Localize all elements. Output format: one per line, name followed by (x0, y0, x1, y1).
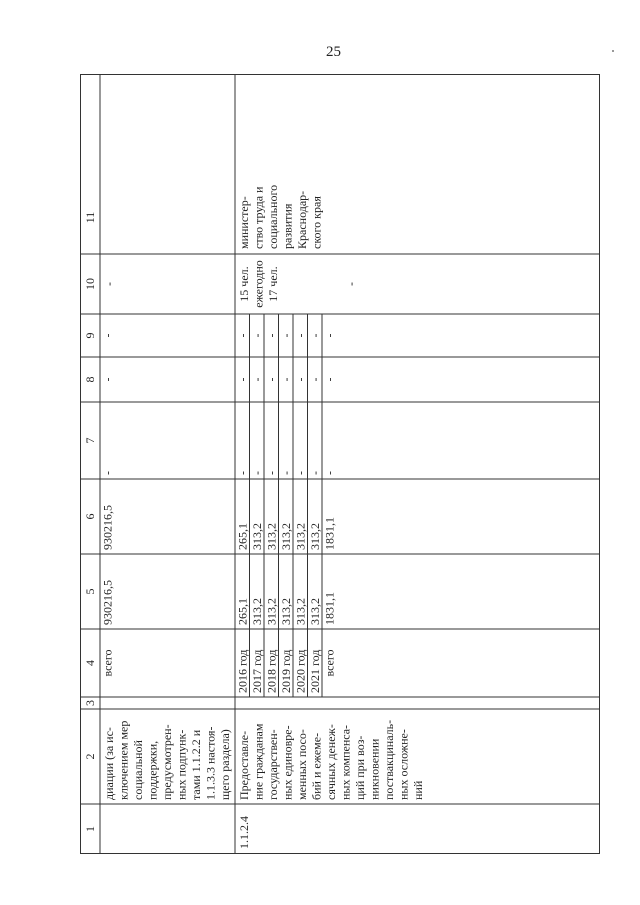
cell-col9: - (235, 333, 250, 338)
cell-col9: - (250, 333, 264, 338)
row-name-line: щего раздела) (218, 729, 232, 800)
cell-col5: 930216,5 (100, 580, 115, 625)
row-name-line: ние гражданам (251, 723, 266, 800)
column-number-5: 5 (83, 588, 97, 595)
row-name-line: поствакциналь- (382, 719, 396, 800)
cell-col9: - (279, 333, 293, 338)
page-number: 25 (326, 44, 341, 60)
cell-col10: ежегодно (251, 260, 266, 308)
row-name-line: менных посо- (295, 729, 309, 800)
cell-years: 2016 год (235, 649, 250, 693)
column-number-1: 1 (83, 826, 97, 832)
cell-col9: - (322, 333, 337, 338)
row-name-line: поддержки, (145, 740, 160, 800)
cell-col6: 930216,5 (100, 505, 115, 550)
cell-col5: 313,2 (308, 598, 322, 625)
cell-col8: - (235, 377, 250, 382)
cell-col6: 265,1 (235, 523, 250, 550)
column-number-11: 11 (83, 211, 97, 224)
row-name-line: ных подпунк- (174, 729, 189, 800)
cell-col11: ство труда и (251, 186, 266, 249)
cell-col8: - (250, 377, 264, 382)
column-number-9: 9 (83, 332, 97, 339)
column-number-6: 6 (83, 513, 97, 520)
row-name-line: предусмотрен- (160, 724, 174, 800)
column-number-4: 4 (83, 660, 97, 666)
cell-years: всего (322, 649, 337, 677)
cell-col6: 313,2 (264, 523, 279, 550)
cell-col6: 313,2 (279, 523, 293, 550)
cell-years: 2020 год (293, 649, 308, 693)
row-name-line: ных осложне- (396, 729, 411, 800)
cell-col7: - (293, 471, 308, 475)
cell-col11: ского края (309, 196, 324, 249)
row-name-line: ных единовре- (280, 725, 295, 800)
cell-years: 2021 год (308, 649, 322, 693)
rotated-table-area (80, 74, 600, 854)
cell-col6: 1831,1 (322, 517, 337, 550)
cell-col9: - (293, 333, 308, 338)
cell-col5: 313,2 (279, 598, 293, 625)
cell-col10: 17 чел. (266, 266, 280, 302)
column-number-7: 7 (83, 437, 97, 444)
row-name-line: ний (411, 780, 425, 800)
cell-years: всего (100, 649, 115, 677)
cell-col8: - (293, 377, 308, 382)
cell-col9: - (100, 333, 115, 338)
cell-col6: 313,2 (293, 523, 308, 550)
cell-col8: - (100, 377, 115, 382)
cell-col7: - (264, 471, 279, 475)
cell-col7: - (100, 471, 115, 475)
cell-col5: 313,2 (250, 598, 264, 625)
scan-speck (612, 50, 614, 52)
cell-col10: - (344, 282, 358, 286)
cell-col5: 313,2 (264, 598, 279, 625)
column-number-8: 8 (83, 376, 97, 383)
row-name-line: ключением мер (116, 720, 131, 800)
cell-col9: - (308, 333, 322, 338)
row-name-line: сячных денеж- (324, 724, 338, 800)
cell-col5: 265,1 (235, 598, 250, 625)
row-name-line: государствен- (266, 729, 280, 800)
cell-col9: - (264, 333, 279, 338)
row-name-line: социальной (131, 740, 145, 800)
cell-col8: - (279, 377, 293, 382)
row-name-line: никновении (367, 738, 382, 800)
cell-col8: - (264, 377, 279, 382)
cell-years: 2017 год (250, 649, 264, 693)
cell-col10: 15 чел. (237, 266, 251, 302)
cell-col7: - (322, 471, 337, 475)
cell-col10: - (102, 282, 116, 286)
cell-col7: - (250, 471, 264, 475)
cell-col8: - (308, 377, 322, 382)
cell-col6: 313,2 (308, 523, 322, 550)
cell-col8: - (322, 377, 337, 382)
cell-col11: социального (266, 184, 280, 249)
cell-col11: Краснодар- (295, 190, 309, 249)
cell-col5: 1831,1 (322, 592, 337, 625)
cell-col11: развития (280, 203, 295, 249)
row-name-line: бий и ежеме- (309, 732, 324, 800)
row-name-line: тами 1.1.2.2 и (189, 729, 203, 800)
row-name-line: Предоставле- (237, 730, 251, 800)
row-name-line: ных компенса- (338, 724, 353, 800)
column-number-10: 10 (83, 278, 97, 290)
cell-col7: - (279, 471, 293, 475)
cell-years: 2018 год (264, 649, 279, 693)
cell-col6: 313,2 (250, 523, 264, 550)
column-number-3: 3 (83, 700, 97, 706)
row-name-line: ций при воз- (353, 735, 367, 800)
cell-col5: 313,2 (293, 598, 308, 625)
row-number: 1.1.2.4 (237, 816, 251, 849)
cell-col11: министер- (237, 196, 251, 249)
row-name-line: 1.1.3.3 настоя- (203, 726, 218, 800)
cell-col7: - (235, 471, 250, 475)
row-name-line: диации (за ис- (102, 727, 116, 800)
cell-years: 2019 год (279, 649, 293, 693)
data-table (80, 74, 600, 854)
cell-col7: - (308, 471, 322, 475)
column-number-2: 2 (83, 753, 97, 760)
